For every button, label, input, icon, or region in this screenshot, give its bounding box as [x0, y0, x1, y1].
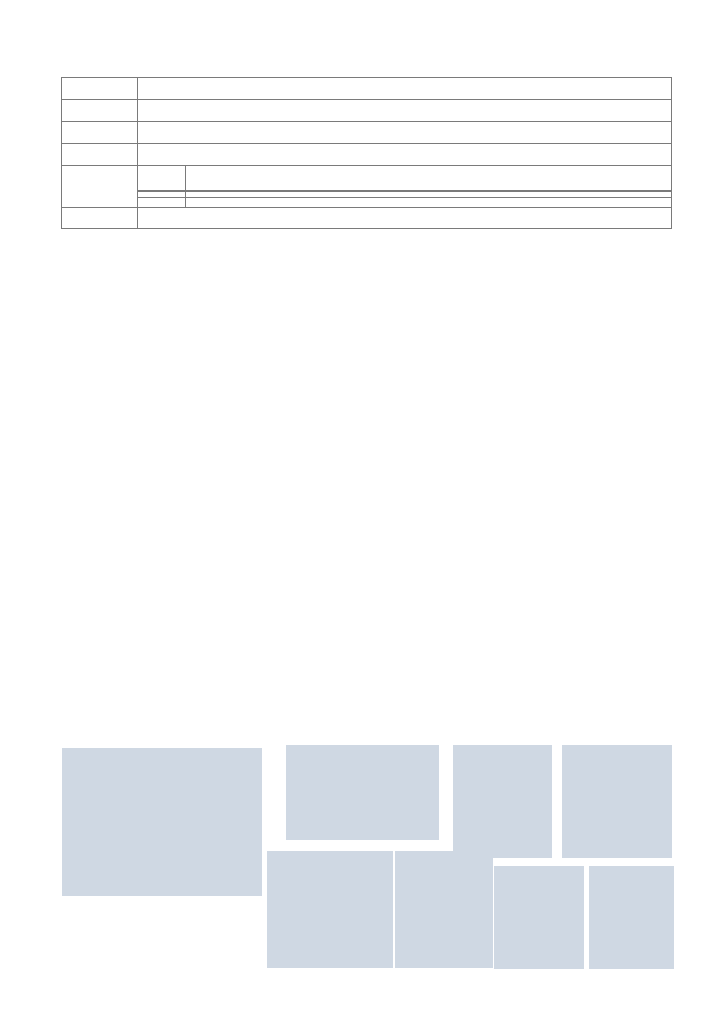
- record-list-tracks: [186, 198, 672, 208]
- value-weather: [138, 122, 672, 144]
- value-datetime: [138, 100, 672, 122]
- label-participants: [62, 144, 138, 166]
- label-event: [62, 78, 138, 100]
- table-row-datetime: [62, 100, 672, 122]
- record-label-herb: [138, 166, 186, 191]
- table-row-record-herb: [62, 166, 672, 191]
- photo-yamagera: [589, 866, 674, 969]
- record-table: [61, 77, 672, 229]
- photo-guide-scene: [286, 745, 439, 840]
- table-row-participants: [62, 144, 672, 166]
- record-list-herb: [186, 166, 672, 191]
- table-row-event: [62, 78, 672, 100]
- table-row-record-tracks: [62, 198, 672, 208]
- photo-yadorigi: [562, 745, 672, 858]
- photo-opening-ceremony: [62, 748, 262, 896]
- label-impressions: [62, 208, 138, 229]
- label-record: [62, 166, 138, 208]
- record-label-tracks: [138, 198, 186, 208]
- table-row-impressions: [62, 208, 672, 229]
- label-weather: [62, 122, 138, 144]
- photo-onoeyanagi: [453, 745, 552, 858]
- label-datetime: [62, 100, 138, 122]
- value-event: [138, 78, 672, 100]
- value-participants: [138, 144, 672, 166]
- value-impressions: [138, 208, 672, 229]
- photo-takekareha-cocoon: [494, 866, 584, 969]
- record-credit: [138, 217, 671, 219]
- table-row-weather: [62, 122, 672, 144]
- photo-hare-tracks: [395, 851, 493, 968]
- photo-children-3km: [267, 851, 393, 968]
